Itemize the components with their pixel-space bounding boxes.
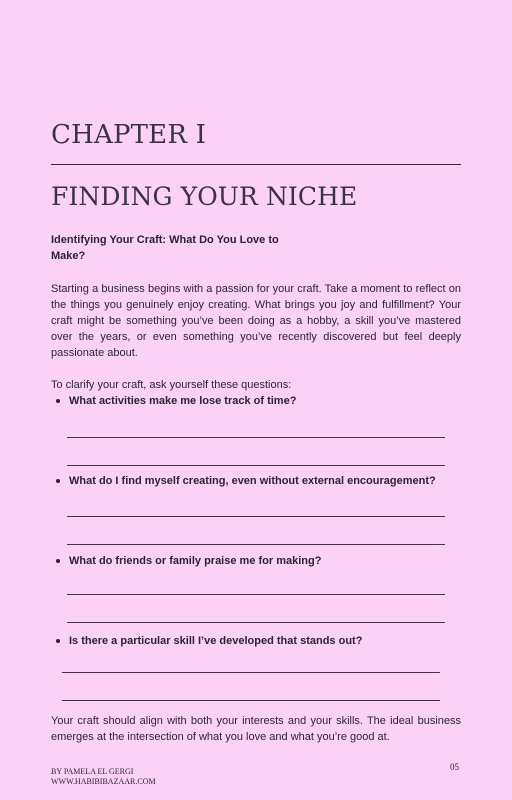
- question-item: What do I find myself creating, even without external encouragement?: [69, 475, 436, 487]
- answer-line[interactable]: [67, 465, 445, 466]
- question-item: What activities make me lose track of time?: [69, 395, 297, 407]
- answer-line[interactable]: [67, 516, 445, 517]
- chapter-title: FINDING YOUR NICHE: [51, 182, 358, 211]
- questions-intro: To clarify your craft, ask yourself these questions:: [51, 379, 292, 391]
- answer-line[interactable]: [62, 672, 440, 673]
- intro-paragraph: Starting a business begins with a passion for your craft. Take a moment to reflect on the things you genuinely enjoy creating. What brings you joy and fulfillment? Your craft might be something you’ve been doing as a hobby, a skill you’ve mastered over the years, or even something you’ve recently discovered but feel deeply passionate about.: [51, 283, 461, 359]
- footer-author: BY PAMELA EL GERGI: [51, 767, 134, 776]
- question-item: What do friends or family praise me for making?: [69, 555, 322, 567]
- question-item: Is there a particular skill I’ve developed that stands out?: [69, 635, 363, 647]
- chapter-label: CHAPTER I: [51, 120, 207, 150]
- section-heading: Identifying Your Craft: What Do You Love to Make?: [51, 234, 279, 262]
- page-number: 05: [450, 762, 459, 772]
- answer-line[interactable]: [67, 544, 445, 545]
- answer-line[interactable]: [67, 437, 445, 438]
- footer-credits: [51, 767, 156, 787]
- answer-line[interactable]: [62, 700, 440, 701]
- answer-line[interactable]: [67, 594, 445, 595]
- chapter-divider: [51, 164, 461, 165]
- footer-website[interactable]: WWW.HABIBIBAZAAR.COM: [51, 777, 156, 786]
- closing-paragraph: Your craft should align with both your interests and your skills. The ideal business emerges at the intersection of what you love and what you’re good at.: [51, 715, 461, 743]
- answer-line[interactable]: [67, 622, 445, 623]
